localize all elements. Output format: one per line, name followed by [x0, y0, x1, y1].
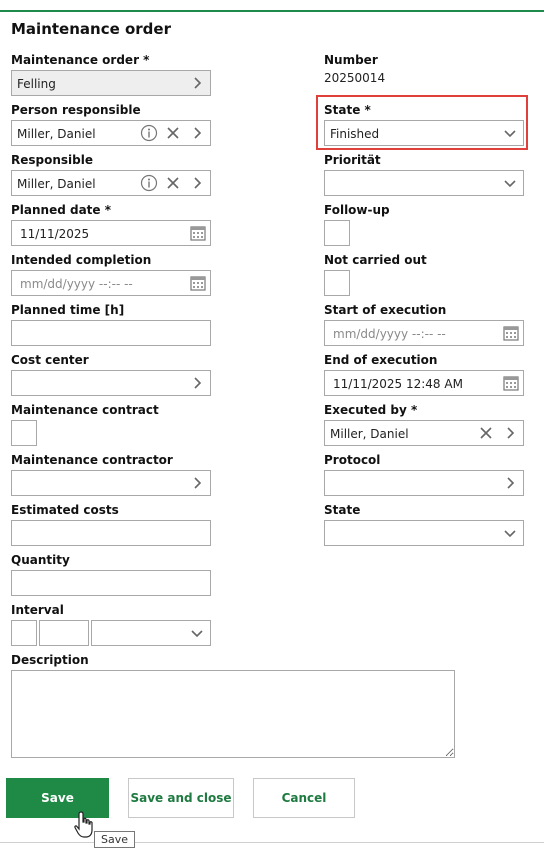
clear-icon[interactable]	[164, 174, 182, 192]
chevron-down-icon[interactable]	[501, 124, 519, 142]
start-of-execution-placeholder: mm/dd/yyyy --:-- --	[333, 327, 446, 341]
person-responsible-value: Miller, Daniel	[17, 127, 96, 141]
number-value: 20250014	[324, 71, 386, 85]
executed-by-label: Executed by *	[324, 403, 418, 417]
interval-unit-select[interactable]	[91, 620, 211, 646]
planned-date-value: 11/11/2025	[20, 227, 90, 241]
maintenance-contractor-field[interactable]	[11, 470, 211, 496]
cancel-button[interactable]: Cancel	[253, 778, 355, 818]
end-of-execution-label: End of execution	[324, 353, 438, 367]
estimated-costs-label: Estimated costs	[11, 503, 119, 517]
info-icon[interactable]	[140, 174, 158, 192]
quantity-label: Quantity	[11, 553, 70, 567]
description-label: Description	[11, 653, 89, 667]
clear-icon[interactable]	[164, 124, 182, 142]
chevron-right-icon[interactable]	[188, 124, 206, 142]
state-select[interactable]	[324, 120, 524, 146]
protocol-label: Protocol	[324, 453, 381, 467]
calendar-icon[interactable]	[502, 324, 520, 342]
page-title: Maintenance order	[11, 20, 171, 38]
responsible-label: Responsible	[11, 153, 93, 167]
chevron-right-icon[interactable]	[188, 474, 206, 492]
planned-time-label: Planned time [h]	[11, 303, 125, 317]
maintenance-order-label: Maintenance order *	[11, 53, 150, 67]
start-of-execution-label: Start of execution	[324, 303, 447, 317]
chevron-right-icon[interactable]	[188, 74, 206, 92]
intended-completion-label: Intended completion	[11, 253, 152, 267]
person-responsible-label: Person responsible	[11, 103, 141, 117]
info-icon[interactable]	[140, 124, 158, 142]
follow-up-checkbox[interactable]	[324, 220, 350, 246]
protocol-field[interactable]	[324, 470, 524, 496]
maintenance-order-field[interactable]	[11, 70, 211, 96]
cost-center-label: Cost center	[11, 353, 89, 367]
state-value: Finished	[330, 127, 380, 141]
not-carried-out-label: Not carried out	[324, 253, 427, 267]
chevron-down-icon[interactable]	[501, 174, 519, 192]
prioritaet-label: Priorität	[324, 153, 381, 167]
save-and-close-button[interactable]: Save and close	[128, 778, 234, 818]
chevron-right-icon[interactable]	[501, 424, 519, 442]
interval-number-input[interactable]	[39, 620, 89, 646]
header-divider	[0, 10, 544, 12]
maintenance-contract-checkbox[interactable]	[11, 420, 37, 446]
quantity-input[interactable]	[11, 570, 211, 596]
intended-completion-placeholder: mm/dd/yyyy --:-- --	[20, 277, 133, 291]
follow-up-label: Follow-up	[324, 203, 390, 217]
number-label: Number	[324, 53, 378, 67]
calendar-icon[interactable]	[189, 224, 207, 242]
executed-by-value: Miller, Daniel	[330, 427, 409, 441]
end-of-execution-input[interactable]	[324, 370, 524, 396]
planned-date-label: Planned date *	[11, 203, 112, 217]
executed-by-field[interactable]	[324, 420, 524, 446]
state-label: State *	[324, 103, 371, 117]
responsible-field[interactable]	[11, 170, 211, 196]
person-responsible-field[interactable]	[11, 120, 211, 146]
chevron-down-icon[interactable]	[501, 524, 519, 542]
end-of-execution-value: 11/11/2025 12:48 AM	[333, 377, 463, 391]
clear-icon[interactable]	[477, 424, 495, 442]
start-of-execution-input[interactable]	[324, 320, 524, 346]
planned-time-input[interactable]	[11, 320, 211, 346]
not-carried-out-checkbox[interactable]	[324, 270, 350, 296]
responsible-value: Miller, Daniel	[17, 177, 96, 191]
prioritaet-select[interactable]	[324, 170, 524, 196]
chevron-right-icon[interactable]	[188, 174, 206, 192]
maintenance-contractor-label: Maintenance contractor	[11, 453, 173, 467]
maintenance-order-value: Felling	[17, 77, 56, 91]
interval-checkbox[interactable]	[11, 620, 37, 646]
chevron-down-icon[interactable]	[188, 624, 206, 642]
calendar-icon[interactable]	[189, 274, 207, 292]
chevron-right-icon[interactable]	[501, 474, 519, 492]
chevron-right-icon[interactable]	[188, 374, 206, 392]
state-secondary-select[interactable]	[324, 520, 524, 546]
save-tooltip: Save	[94, 831, 135, 848]
interval-label: Interval	[11, 603, 64, 617]
state-secondary-label: State	[324, 503, 361, 517]
intended-completion-input[interactable]	[11, 270, 211, 296]
estimated-costs-input[interactable]	[11, 520, 211, 546]
calendar-icon[interactable]	[502, 374, 520, 392]
planned-date-input[interactable]	[11, 220, 211, 246]
maintenance-contract-label: Maintenance contract	[11, 403, 159, 417]
cost-center-field[interactable]	[11, 370, 211, 396]
save-button[interactable]: Save	[6, 778, 109, 818]
description-textarea[interactable]	[11, 670, 455, 758]
